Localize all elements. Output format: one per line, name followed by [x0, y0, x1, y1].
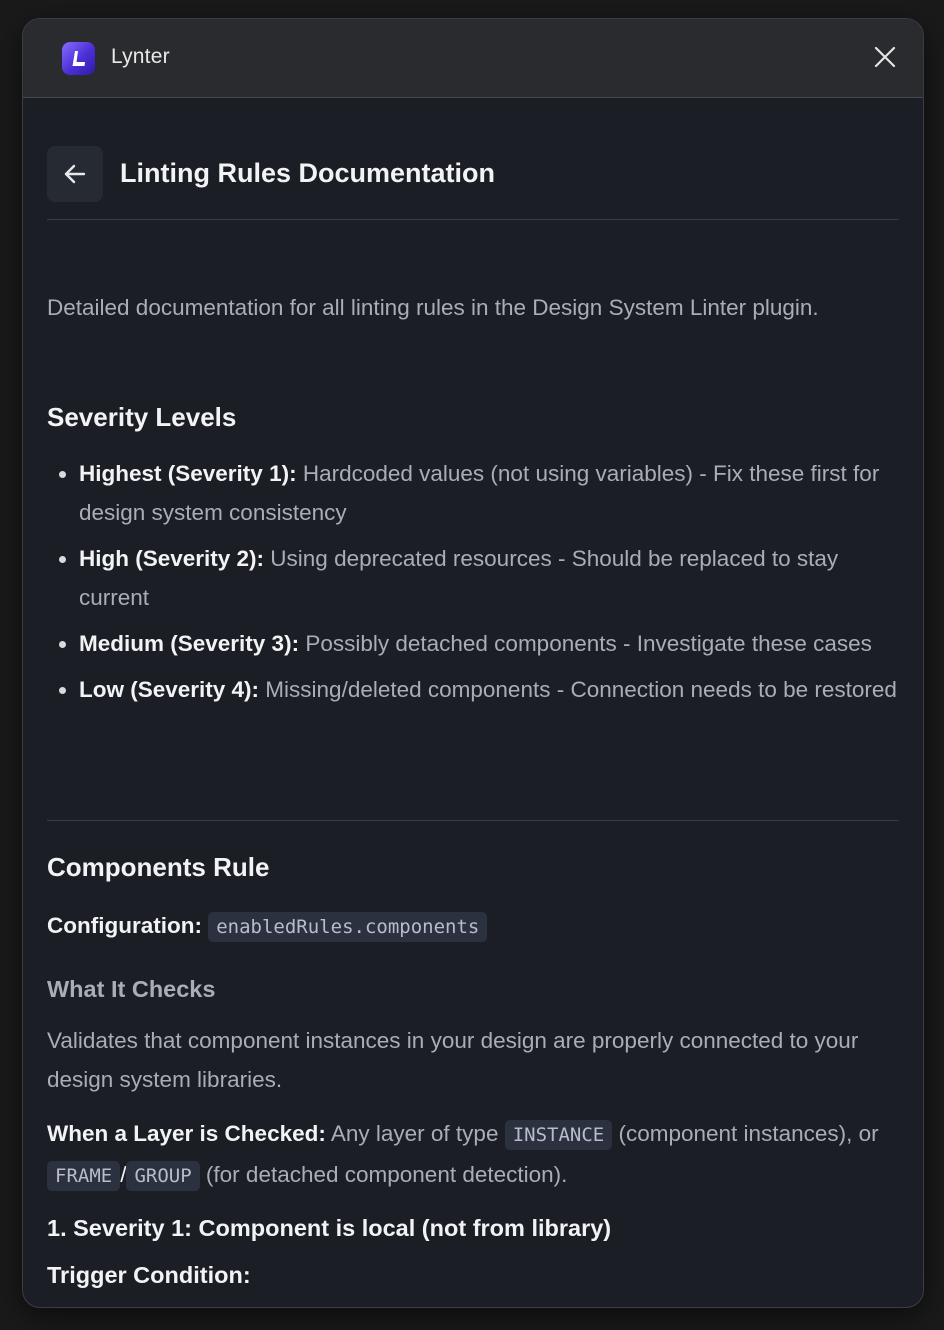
severity-1-heading: 1. Severity 1: Component is local (not from library) [47, 1215, 612, 1241]
list-item [79, 670, 899, 709]
severity-description: Hardcoded values (not using variables) - Fix these first for design system consistency [79, 461, 880, 525]
when-checked-label: When a Layer is Checked: [47, 1121, 326, 1146]
page-title: Linting Rules Documentation [120, 158, 495, 188]
group-code: GROUP [126, 1161, 199, 1191]
what-it-checks-description: Validates that component instances in your design are properly connected to your design system libraries. [47, 1028, 859, 1092]
title-bar [23, 19, 923, 98]
severity-description: Possibly detached components - Investigate these cases [299, 631, 872, 656]
page-header [47, 98, 899, 220]
severity-label: Medium (Severity 3): [79, 631, 300, 656]
close-icon [873, 45, 897, 69]
configuration-line [47, 913, 487, 939]
configuration-code: enabledRules.components [208, 912, 487, 942]
list-item [79, 454, 899, 532]
when-separator: / [120, 1162, 127, 1187]
severity-label: Highest (Severity 1): [79, 461, 297, 486]
intro-paragraph: Detailed documentation for all linting rules in the Design System Linter plugin. [47, 295, 819, 320]
instance-code: INSTANCE [505, 1120, 613, 1150]
severity-description: Missing/deleted components - Connection needs to be restored [259, 677, 897, 702]
severity-levels-heading: Severity Levels [47, 402, 237, 432]
frame-code: FRAME [47, 1161, 120, 1191]
plugin-window [22, 18, 924, 1308]
list-item [79, 624, 899, 663]
severity-label: Low (Severity 4): [79, 677, 260, 702]
app-title: Lynter [111, 45, 170, 68]
when-text: Any layer of type [325, 1121, 505, 1146]
documentation-content [47, 98, 899, 1288]
list-item [79, 539, 899, 617]
trigger-condition-heading: Trigger Condition: [47, 1262, 251, 1288]
close-button[interactable] [869, 41, 901, 73]
section-divider [47, 820, 899, 821]
when-checked-paragraph [47, 1114, 899, 1196]
severity-list [47, 454, 899, 716]
severity-description: Using deprecated resources - Should be replaced to stay current [79, 546, 839, 610]
components-rule-heading: Components Rule [47, 852, 270, 882]
configuration-label: Configuration: [47, 913, 202, 938]
when-text: (component instances), or [612, 1121, 879, 1146]
lynter-logo-icon [62, 42, 95, 75]
what-it-checks-heading: What It Checks [47, 976, 216, 1002]
when-text: (for detached component detection). [199, 1162, 568, 1187]
back-button[interactable] [47, 146, 103, 202]
arrow-left-icon [62, 161, 88, 187]
severity-label: High (Severity 2): [79, 546, 265, 571]
